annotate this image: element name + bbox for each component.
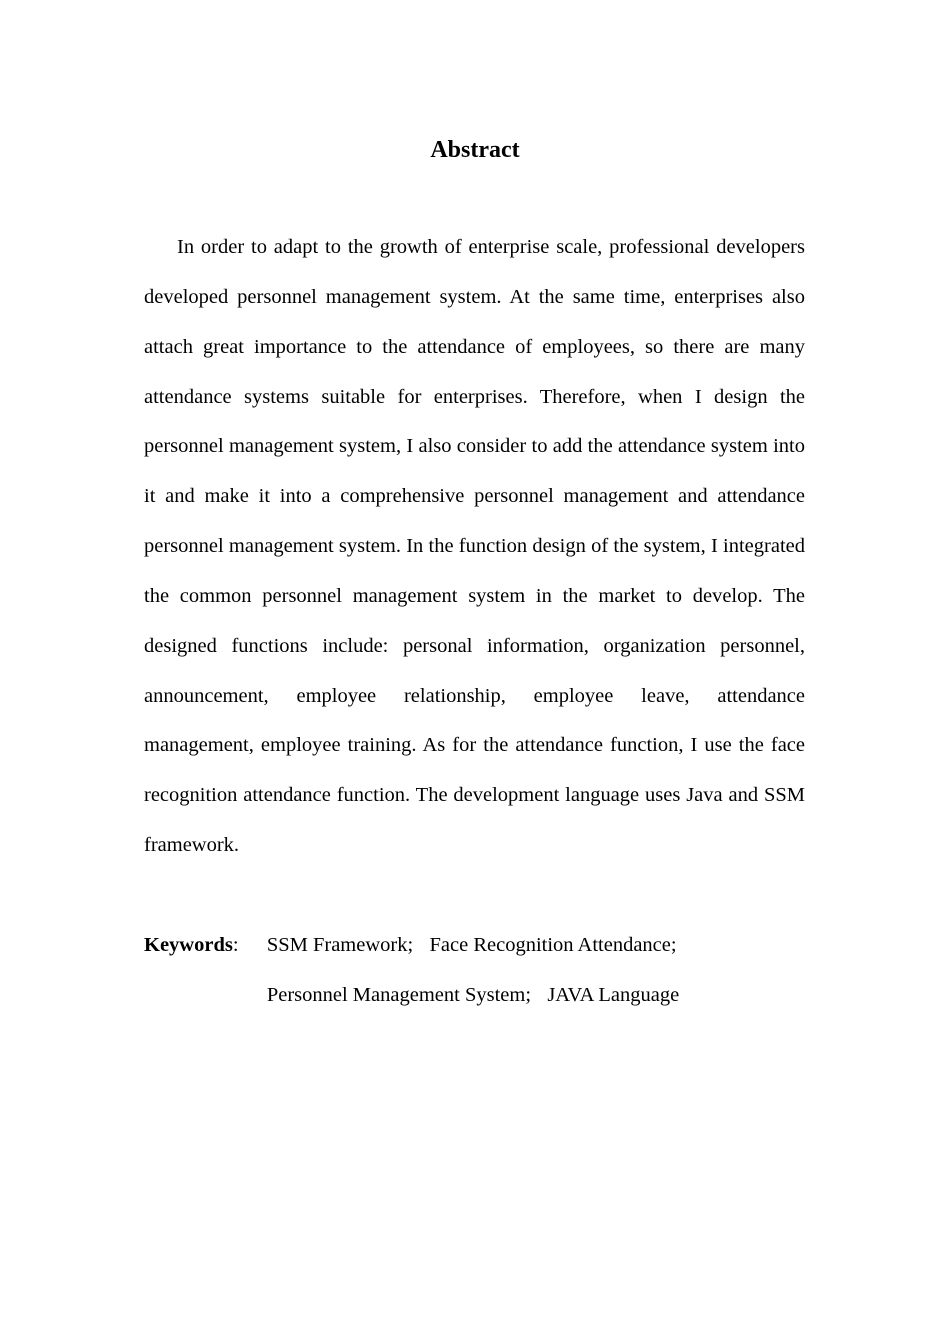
keyword-item: SSM Framework — [266, 934, 408, 956]
keyword-item: Face Recognition Attendance — [429, 934, 671, 956]
keywords-section — [144, 921, 805, 1021]
keyword-separator: ; — [670, 934, 677, 956]
keywords-colon: : — [232, 934, 239, 956]
keyword-item: Personnel Management System — [266, 983, 526, 1006]
keywords-list — [267, 921, 693, 1021]
page-title: Abstract — [430, 137, 520, 163]
keyword-separator: ; — [407, 934, 414, 956]
abstract-paragraph: In order to adapt to the growth of enterprise scale, professional developers developed personnel management system. At the same time, enterprises also attach great importance to the attendance of employees, so there are many attendance systems suitable for enterprises. Therefore, when I design the personnel management system, I also consider to add the attendance system into it and make it into a comprehensive personnel management and attendance personnel management system. In the function design of the system, I integrated the common personnel management system in the market to develop. The designed functions include: personal information, organization personnel, announcement, employee relationship, employee leave, attendance management, employee training. As for the attendance function, I use the face recognition attendance function. The development language uses Java and SSM framework. — [144, 236, 805, 857]
keywords-line — [267, 971, 693, 1021]
keywords-label-text: Keywords — [144, 934, 233, 956]
keyword-item: JAVA Language — [547, 983, 680, 1006]
keyword-separator: ; — [525, 983, 532, 1006]
keywords-label — [144, 921, 267, 1021]
keywords-line — [267, 921, 693, 971]
